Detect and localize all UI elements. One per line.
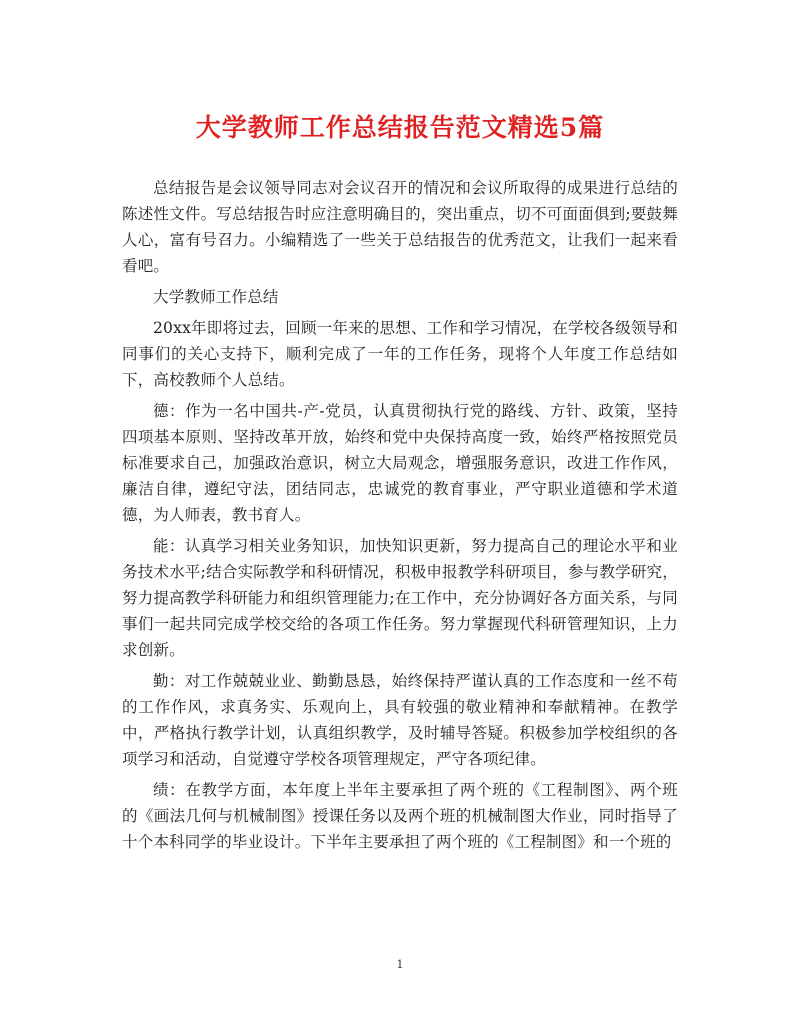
document-title: 大学教师工作总结报告范文精选5篇 bbox=[195, 113, 605, 142]
achievement-paragraph: 绩：在教学方面，本年度上半年主要承担了两个班的《工程制图》、两个班的《画法几何与机械制图》授课任务以及两个班的机械制图大作业，同时指导了十个本科同学的毕业设计。下半年主要承担了两个班的《工程制图》和一个班的 bbox=[122, 781, 678, 851]
page-number: 1 bbox=[396, 958, 404, 971]
virtue-paragraph: 德：作为一名中国共-产-党员，认真贯彻执行党的路线、方针、政策，坚持四项基本原则、坚持改革开放，始终和党中央保持高度一致，始终严格按照党员标准要求自己，加强政治意识，树立大局观念，增强服务意识，改进工作作风，廉洁自律，遵纪守法，团结同志，忠诚党的教育事业，严守职业道德和学术道德，为人师表，教书育人。 bbox=[122, 402, 678, 524]
document-body bbox=[122, 175, 678, 860]
ability-paragraph: 能：认真学习相关业务知识，加快知识更新，努力提高自己的理论水平和业务技术水平;结合实际教学和科研情况，积极申报教学科研项目，参与教学研究，努力提高教学科研能力和组织管理能力;在工作中，充分协调好各方面关系，与同事们一起共同完成学校交给的各项工作任务。努力掌握现代科研管理知识，上力求创新。 bbox=[122, 537, 678, 659]
overview-paragraph: 20xx年即将过去，回顾一年来的思想、工作和学习情况，在学校各级领导和同事们的关心支持下，顺利完成了一年的工作任务，现将个人年度工作总结如下，高校教师个人总结。 bbox=[122, 319, 678, 389]
diligence-paragraph: 勤：对工作兢兢业业、勤勤恳恳，始终保持严谨认真的工作态度和一丝不苟的工作作风，求真务实、乐观向上，具有较强的敬业精神和奉献精神。在教学中，严格执行教学计划，认真组织教学，及时辅导答疑。积极参加学校组织的各项学习和活动，自觉遵守学校各项管理规定，严守各项纪律。 bbox=[122, 672, 678, 768]
intro-paragraph: 总结报告是会议领导同志对会议召开的情况和会议所取得的成果进行总结的陈述性文件。写总结报告时应注意明确目的，突出重点，切不可面面俱到;要鼓舞人心，富有号召力。小编精选了一些关于总结报告的优秀范文，让我们一起来看看吧。 bbox=[122, 179, 678, 275]
section-heading: 大学教师工作总结 bbox=[153, 288, 279, 306]
